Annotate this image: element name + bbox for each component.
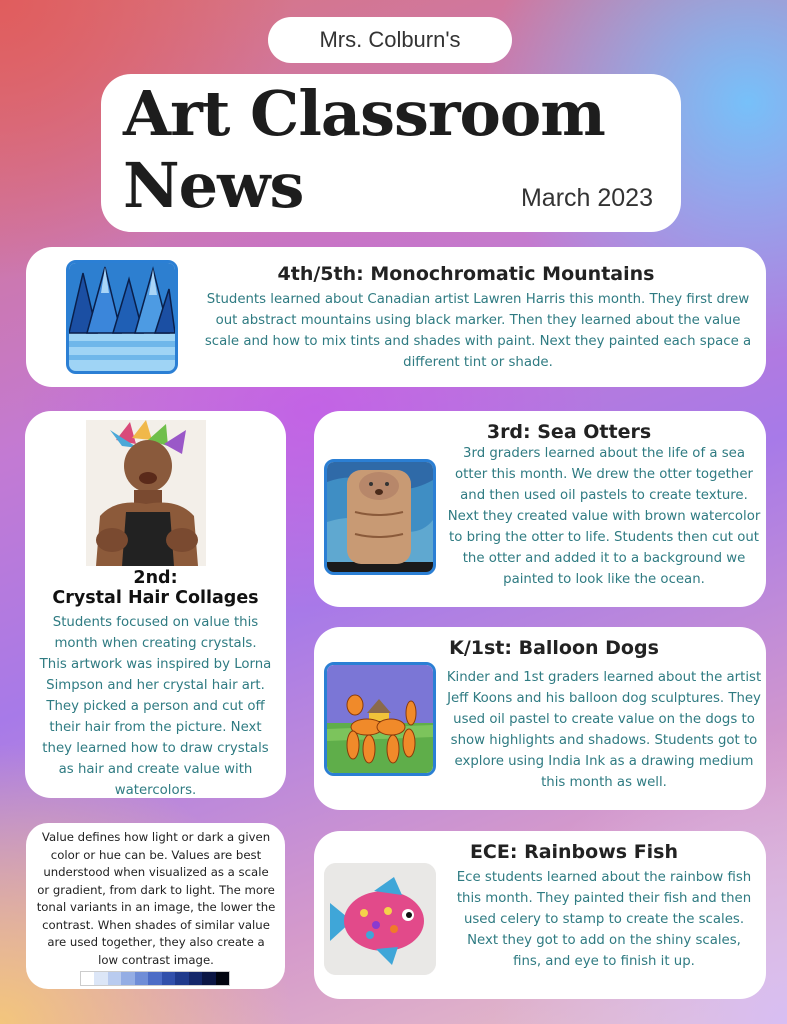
crystal-title-line-1: 2nd: (133, 568, 178, 588)
otters-artwork-image (324, 459, 436, 575)
dogs-section (314, 627, 766, 810)
value-scale-swatch (175, 972, 188, 985)
fish-artwork-image (324, 863, 436, 975)
crystal-section (25, 411, 286, 798)
issue-date: March 2023 (520, 184, 653, 212)
crystal-artwork-image (86, 420, 206, 566)
subtitle-pill (268, 17, 512, 63)
mountains-section (26, 247, 766, 387)
value-scale-swatch (216, 972, 229, 985)
value-scale-swatch (162, 972, 175, 985)
fish-title: ECE: Rainbows Fish (469, 841, 679, 863)
crystal-body: Students focused on value this month when creating crystals. This artwork was inspired by Lorna Simpson and her crystal hair art. They picked a person and cut off their hair from the picture. Next they learned how to draw crystals as hair and create value with watercolors. (39, 615, 272, 798)
crystal-title (25, 568, 286, 608)
dogs-title: K/1st: Balloon Dogs (449, 637, 659, 659)
title-card (101, 74, 681, 232)
mountains-body: Students learned about Canadian artist Lawren Harris this month. They first drew out abstract mountains using black marker. Then they learned about the value scale and how to mix tints and shades with paint. Next they painted each space a different tint or shade. (204, 292, 752, 370)
newsletter-subtitle: Mrs. Colburn's (319, 27, 461, 52)
fish-section (314, 831, 766, 999)
value-scale-swatch (108, 972, 121, 985)
value-scale-swatch (135, 972, 148, 985)
otters-section (314, 411, 766, 607)
value-scale-swatch (94, 972, 107, 985)
crystal-title-line-2: Crystal Hair Collages (52, 588, 259, 608)
title-line-2: News (123, 149, 304, 222)
dogs-body: Kinder and 1st graders learned about the artist Jeff Koons and his balloon dog sculptures. They used oil pastel to create value on the dogs to show highlights and shadows. Students got to explore using India Ink as a drawing medium this month as well. (446, 670, 762, 790)
title-line-1: Art Classroom (123, 77, 605, 150)
otters-title: 3rd: Sea Otters (486, 421, 652, 443)
value-scale-swatch (189, 972, 202, 985)
dogs-artwork-image (324, 662, 436, 776)
value-scale-swatch (121, 972, 134, 985)
value-scale-swatch (202, 972, 215, 985)
value-scale-swatch (148, 972, 161, 985)
value-definition-card (26, 823, 285, 989)
value-scale-swatch (81, 972, 94, 985)
fish-body: Ece students learned about the rainbow fish this month. They painted their fish and then used celery to stamp to create the scales. Next they got to add on the shiny scales, fins, and eye to finish it up. (456, 870, 752, 969)
otters-body: 3rd graders learned about the life of a sea otter this month. We drew the otter together and then used oil pastels to create texture. Next they created value with brown watercolor to bring the otter to life. Students then cut out the otter and added it to a background we painted to look like the ocean. (447, 446, 761, 587)
mountains-title: 4th/5th: Monochromatic Mountains (277, 263, 655, 285)
value-definition-text: Value defines how light or dark a given color or hue can be. Values are best understood when visualized as a scale or gradient, from dark to light. The more tonal variants in an image, the lower the contrast. When shades of similar value are used together, they also create a low contrast image. (36, 830, 276, 967)
value-scale (80, 971, 230, 986)
mountains-artwork-image (66, 260, 178, 374)
